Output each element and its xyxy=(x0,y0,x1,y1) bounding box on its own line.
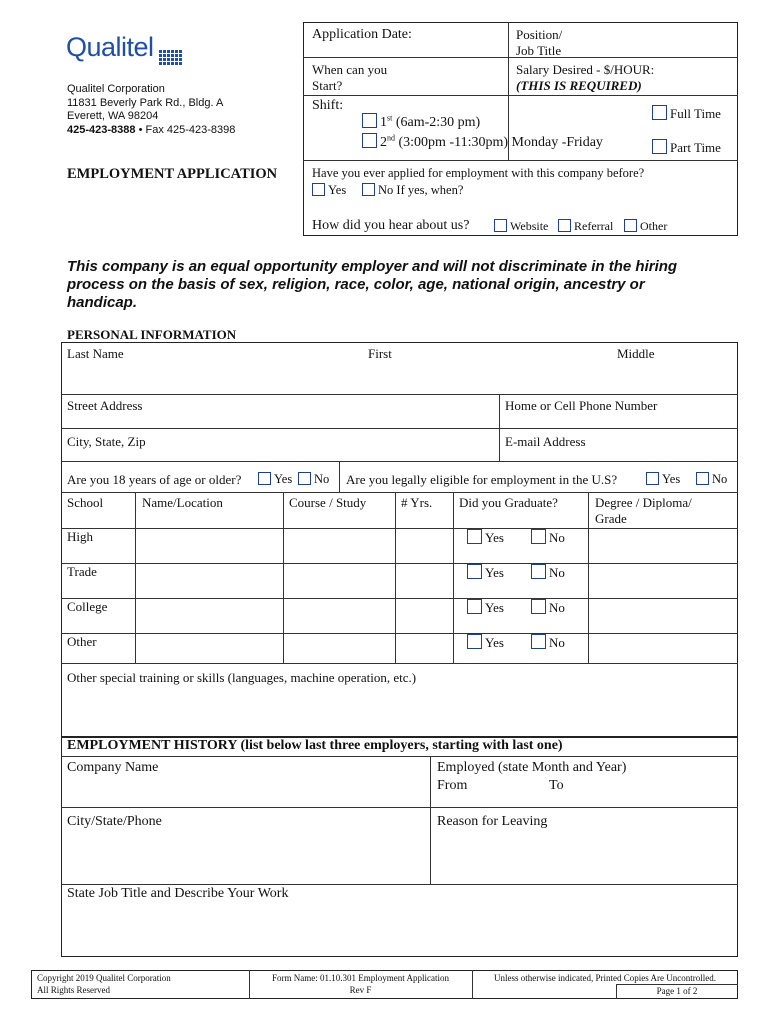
edu-row-other: Other xyxy=(67,634,97,649)
other-yes-checkbox[interactable] xyxy=(467,634,482,649)
age-no-checkbox[interactable] xyxy=(298,472,311,485)
applied-no-checkbox[interactable] xyxy=(362,183,375,196)
row-divider xyxy=(61,563,738,564)
age-yes-checkbox[interactable] xyxy=(258,472,271,485)
row-divider xyxy=(61,528,738,529)
age-no-label: No xyxy=(314,472,330,486)
footer-uncontrolled-note: Unless otherwise indicated, Printed Copies Are Uncontrolled. xyxy=(494,973,716,983)
row-divider xyxy=(61,461,738,462)
trade-yes-checkbox[interactable] xyxy=(467,564,482,579)
part-time-checkbox[interactable] xyxy=(652,139,667,154)
high-no-label: No xyxy=(549,530,565,545)
shift-first-checkbox[interactable] xyxy=(362,113,377,128)
company-name-field[interactable]: Company Name xyxy=(67,760,159,775)
college-yes-label: Yes xyxy=(485,600,504,615)
employed-from-field[interactable]: From xyxy=(437,778,468,793)
other-grad-no[interactable] xyxy=(531,634,565,651)
job-description-field[interactable]: State Job Title and Describe Your Work xyxy=(67,886,289,901)
city-state-phone-field[interactable]: City/State/Phone xyxy=(67,814,162,829)
shift-label: Shift: xyxy=(312,98,344,113)
shift-first-num: 1 xyxy=(380,115,387,130)
age-yes-option[interactable] xyxy=(258,472,292,487)
trade-no-label: No xyxy=(549,565,565,580)
application-date-label[interactable]: Application Date: xyxy=(312,27,412,42)
full-time-label: Full Time xyxy=(670,106,721,121)
website-label: Website xyxy=(510,219,549,233)
shift-first-sup: st xyxy=(387,113,393,123)
high-grad-yes[interactable] xyxy=(467,529,504,546)
shift-second-num: 2 xyxy=(380,135,387,150)
company-contact xyxy=(67,124,235,138)
city-state-zip-field[interactable]: City, State, Zip xyxy=(67,434,146,449)
edu-header-years: # Yrs. xyxy=(401,495,433,510)
eligible-yes-label: Yes xyxy=(662,472,681,486)
start-date-label[interactable]: When can you xyxy=(312,62,388,77)
edu-header-school: School xyxy=(67,495,104,510)
employed-dates-label: Employed (state Month and Year) xyxy=(437,760,627,775)
hear-website-option[interactable] xyxy=(494,219,548,234)
edu-header-degree: Degree / Diploma/ xyxy=(595,495,692,510)
start-date-label-2: Start? xyxy=(312,78,343,93)
footer-form-name: Form Name: 01.10.301 Employment Application xyxy=(272,973,449,983)
col-divider xyxy=(453,492,454,663)
row-divider xyxy=(61,598,738,599)
footer-rights: All Rights Reserved xyxy=(37,985,110,995)
phone-field[interactable]: Home or Cell Phone Number xyxy=(505,398,658,413)
footer-copyright: Copyright 2019 Qualitel Corporation xyxy=(37,973,171,983)
company-fax: Fax 425-423-8398 xyxy=(145,123,236,136)
other-yes-label: Yes xyxy=(485,635,504,650)
last-name-field[interactable]: Last Name xyxy=(67,346,124,361)
other-grad-yes[interactable] xyxy=(467,634,504,651)
eligible-no-label: No xyxy=(712,472,728,486)
personal-info-heading: PERSONAL INFORMATION xyxy=(67,327,237,342)
college-grad-yes[interactable] xyxy=(467,599,504,616)
col-divider xyxy=(339,461,340,492)
edu-header-name-location: Name/Location xyxy=(142,495,223,510)
eeo-line-3: handicap. xyxy=(67,294,138,311)
other-source-label: Other xyxy=(640,219,668,233)
shift-second-checkbox[interactable] xyxy=(362,133,377,148)
eligible-no-checkbox[interactable] xyxy=(696,472,709,485)
salary-required-note: (THIS IS REQUIRED) xyxy=(516,78,642,93)
full-time-option[interactable] xyxy=(652,105,721,122)
edu-row-trade: Trade xyxy=(67,564,97,579)
applied-before-question: Have you ever applied for employment with this company before? xyxy=(312,166,645,180)
row-divider xyxy=(61,663,738,664)
other-no-label: No xyxy=(549,635,565,650)
edu-header-grade: Grade xyxy=(595,511,627,526)
shift-second-option[interactable] xyxy=(362,133,603,151)
college-no-label: No xyxy=(549,600,565,615)
form-title: EMPLOYMENT APPLICATION xyxy=(67,166,278,182)
part-time-label: Part Time xyxy=(670,140,721,155)
full-time-checkbox[interactable] xyxy=(652,105,667,120)
middle-name-field[interactable]: Middle xyxy=(617,346,655,361)
hear-about-question: How did you hear about us? xyxy=(312,218,470,233)
company-name: Qualitel Corporation xyxy=(67,83,165,95)
edu-header-graduate: Did you Graduate? xyxy=(459,495,558,510)
referral-label: Referral xyxy=(574,219,614,233)
other-no-checkbox[interactable] xyxy=(531,634,546,649)
other-source-checkbox[interactable] xyxy=(624,219,637,232)
email-field[interactable]: E-mail Address xyxy=(505,434,586,449)
high-yes-label: Yes xyxy=(485,530,504,545)
row-divider xyxy=(61,807,738,808)
college-yes-checkbox[interactable] xyxy=(467,599,482,614)
contact-bullet: • xyxy=(138,123,143,136)
row-divider xyxy=(61,884,738,885)
employed-to-field[interactable]: To xyxy=(549,778,564,793)
hear-referral-option[interactable] xyxy=(558,219,613,234)
referral-checkbox[interactable] xyxy=(558,219,571,232)
trade-no-checkbox[interactable] xyxy=(531,564,546,579)
edu-row-college: College xyxy=(67,599,108,614)
college-no-checkbox[interactable] xyxy=(531,599,546,614)
company-phone: 425-423-8388 xyxy=(67,123,136,136)
job-title-label: Job Title xyxy=(516,43,562,58)
row-divider xyxy=(61,394,738,395)
salary-label[interactable]: Salary Desired - $/HOUR: xyxy=(516,62,655,77)
eligible-yes-checkbox[interactable] xyxy=(646,472,659,485)
row-divider xyxy=(61,633,738,634)
trade-grad-no[interactable] xyxy=(531,564,565,581)
part-time-option[interactable] xyxy=(652,139,721,156)
hear-other-option[interactable] xyxy=(624,219,667,234)
age-yes-label: Yes xyxy=(274,472,293,486)
college-grad-no[interactable] xyxy=(531,599,565,616)
edu-row-high: High xyxy=(67,529,93,544)
high-no-checkbox[interactable] xyxy=(531,529,546,544)
employment-history-table xyxy=(61,737,738,957)
company-address-line1: 11831 Beverly Park Rd., Bldg. A xyxy=(67,96,224,109)
edu-header-course: Course / Study xyxy=(289,495,367,510)
trade-grad-yes[interactable] xyxy=(467,564,504,581)
shift-second-sup: nd xyxy=(387,133,395,143)
eeo-line-2: process on the basis of sex, religion, race, color, age, national origin, ancestry or xyxy=(67,276,645,293)
applied-yes-label: Yes xyxy=(328,183,347,197)
shift-first-text: (6am-2:30 pm) xyxy=(395,115,481,130)
applied-yes-checkbox[interactable] xyxy=(312,183,325,196)
age-question: Are you 18 years of age or older? xyxy=(67,472,242,487)
logo-wordmark: Qualitel xyxy=(66,32,154,62)
header-divider-3 xyxy=(303,160,738,161)
eligible-yes-option[interactable] xyxy=(646,472,680,487)
company-logo xyxy=(66,32,182,65)
street-address-field[interactable]: Street Address xyxy=(67,398,143,413)
col-divider xyxy=(283,492,284,663)
applied-before-yes[interactable] xyxy=(312,183,346,198)
eeo-statement xyxy=(67,258,727,312)
footer-revision: Rev F xyxy=(349,985,372,995)
company-address xyxy=(67,83,235,137)
row-divider xyxy=(61,428,738,429)
eeo-line-1: This company is an equal opportunity employer and will not discriminate in the hiring xyxy=(67,258,678,275)
applied-no-label: No If yes, when? xyxy=(378,183,464,197)
row-divider xyxy=(61,756,738,757)
col-divider xyxy=(395,492,396,663)
age-no-option[interactable] xyxy=(298,472,329,487)
row-divider xyxy=(61,492,738,493)
first-name-field[interactable]: First xyxy=(368,346,392,361)
other-training-field[interactable]: Other special training or skills (languages, machine operation, etc.) xyxy=(67,670,417,685)
position-label[interactable]: Position/ xyxy=(516,27,563,42)
col-divider xyxy=(135,492,136,663)
eligible-no-option[interactable] xyxy=(696,472,727,487)
logo-grid-icon xyxy=(159,50,182,65)
col-divider xyxy=(430,756,431,884)
footer-page-number: Page 1 of 2 xyxy=(656,986,698,996)
shift-second-text: (3:00pm -11:30pm) Monday -Friday xyxy=(398,135,603,150)
reason-leaving-field[interactable]: Reason for Leaving xyxy=(437,814,548,829)
trade-yes-label: Yes xyxy=(485,565,504,580)
header-divider-2 xyxy=(303,95,738,96)
website-checkbox[interactable] xyxy=(494,219,507,232)
high-grad-no[interactable] xyxy=(531,529,565,546)
eligibility-question: Are you legally eligible for employment in the U.S? xyxy=(346,472,618,487)
company-address-line2: Everett, WA 98204 xyxy=(67,110,159,122)
applied-before-no[interactable] xyxy=(362,183,463,198)
col-divider xyxy=(588,492,589,663)
employment-history-heading: EMPLOYMENT HISTORY (list below last three employers, starting with last one) xyxy=(67,738,563,753)
shift-first-option[interactable] xyxy=(362,113,480,131)
footer-divider-h xyxy=(616,984,738,985)
high-yes-checkbox[interactable] xyxy=(467,529,482,544)
